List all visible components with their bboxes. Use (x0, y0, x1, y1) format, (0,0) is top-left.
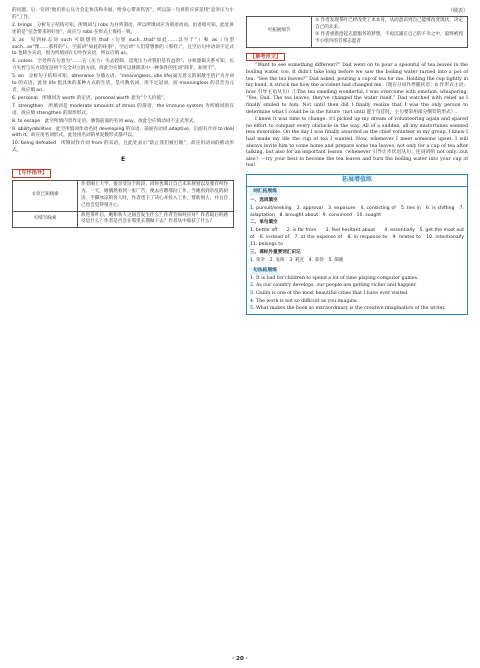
answer-5: 5. an 分析句子结构可知，otherwise 为插入语，“meaningless, idle life(毫无意义的闲散生活)”为介词 to 的宾语。此处 life 指具体的某种方式的生活，是可数名词，用不定冠词，而 meaningless 的首音为元音，故应填 an。 (12, 74, 234, 93)
reference-essay-heading: 【参考范文】 (246, 53, 285, 62)
answer-4: 4. unless 空处所在句意为“……它（压力）失去控制，适度压力对我们是有益的”，分析逻辑关系可知，压力失控与压力适度是两个完全对立的方面，故此空应填可以排除其中一种条件的连词“除非，如果不”。 (12, 59, 234, 72)
subsection-title: 一、选词填空 (250, 197, 278, 203)
row-label: 可拓展细节 (247, 16, 312, 47)
sentence: 1. It is bad for children to spend a lot of time playing computer games. (250, 275, 419, 281)
section-letter: E (120, 156, 126, 164)
practice-box-title: 拓展增值练 (247, 175, 467, 187)
answer-6: 6. personal 所填词为 worth 的定语，personal worth 意为“个人价值”。 (12, 95, 168, 101)
continued-label: （续表） (447, 8, 468, 14)
row-text: 故进茶叶后，她和客人之间会发生什么？作者会如何应对？作者最后的感受是什么？作者是否会在那里长期做下去？作者从中收获了什么？ (78, 211, 234, 228)
table-row (13, 211, 234, 228)
answers: 1. 荣幸 2. 发挥 3. 耗光 4. 获得 5. 驯鹿 (250, 258, 344, 263)
row-text: 作者刚上大学，很享受这个阶段，同时也制订自己未来规划以及要有所作为。一天，她偶然看到一张广告，便去应聘那份工作，当她看到杂乱的厨房、手脚冰凉的客人时，作者也下了决心并投入工作，帮助别人，并且自己也会觉得很开心。 (78, 180, 234, 211)
answer-2: 2. brings 分析句子结构可知，所填词与 robs 为并列谓语，所以所填词应为谓语动词。由语境可知，此处讲述的是“信念带来的好处”，故应与 robs 在形式上保持一致。 (12, 22, 234, 35)
detail-item: ② 作者重新拾起志愿服务的梦想，不再沉溺在自己的不幸之中，最终被授予小组内的首席志愿者 (315, 31, 463, 44)
answer-10: 10. being defeated 所填词作介词 from 的宾语，且此处表示“防止我们被打败”，故应用动词的被动形式。 (12, 141, 234, 154)
details-table (246, 16, 468, 48)
syntax-practice-tag: 句法拓展练 (250, 268, 280, 275)
page-number: · 20 · (232, 656, 248, 662)
answer-3: 3. as 见到标志词 such 可联想到 that（句型 such...that“如此……以至于”）和 as（句型 such...as“像……那样的”）。空前讲“如此的环事”，空后讲“人们常想象的（那样）”，且空后句中动词不定式 to 也缺少宾语，因为所填词在句中作宾语，所以应填 as。 (12, 37, 234, 57)
left-column (12, 8, 234, 230)
writing-guide-table (12, 180, 234, 228)
answer-7: 7. strengthen 所填词是 moderate amounts of stress 的谓语，the immune system 为所填词的宾语，故应填 strengthen 的原形形式。 (12, 103, 234, 116)
practice-box (246, 174, 468, 315)
row-label: 文章已知线索 (13, 180, 78, 211)
table-row (13, 180, 234, 211)
answer-8: 8. to escape 此空所填内容作定语，修饰前面的名词 way，故此空应填动词不定式形式。 (12, 118, 198, 124)
row-text (312, 16, 468, 47)
vocab-practice-tag: 词汇拓展练 (250, 189, 280, 196)
writing-guide-heading: 【写作指导】 (12, 169, 51, 178)
essay-paragraph: I knew it was time to change. ②I picked up my dream of volunteering again and spared no effort to conquer every obstacle in the way. All of a sudden, all my misfortunes seemed less miserable. On the day I was finally awarded as the chief volunteer in my group, I knew I had made my life the cup of tea I wanted. Now, whenever I meet someone upset, I will always invite him to come home and prepare some tea leaves, not only for a cup of tea after talking, but also for an important lesson（whenever 引导让步状语从句；连词词组 not only...but also）—try your best to become the tea leaves and turn the boiling water into your cup of tea! (246, 117, 468, 169)
essay-paragraph: “Want to see something different?” Dad went on to pour a spoonful of tea leaves in the boiling water, too. It didn't take long before we saw the boiling water turned into a pot of tea. “See the tea leaves?” Dad asked, pouring a cup of tea for me. Holding the cup tightly in my hand, it struck me how the accident had changed me.（现在分词作伴随状语；it 作形式主语；how 引导主语从句）①The tea smelling wonderful, I was overcome with emotion, whispering, “Yes, Dad. The tea leaves, they've changed the water itself.” Dad watched with relief as I finally smiled to him. Not until then did I finally realize that I was the only person to determine what I could be in the future（not until 置于句首时，主句要采用部分倒装的形式）. (246, 63, 468, 115)
right-column (246, 8, 468, 315)
sentence: 4. The work is not so difficult as you imagine. (250, 298, 359, 304)
row-label: 可续写线索 (13, 211, 78, 228)
answer-9: 9. ability/abilities 此空所填词作动名词 developing 的宾语，前面有动词 adaptive，后面有介词 to deal with it，故应用名词形式。此处用名词的单复数形式都可以。 (12, 126, 234, 139)
paragraph: 的问题。后一句讲“他们担心压力会走快乐和幸福，给身心带来伤害”，所以前一句讲的应该是找“竞争压力小的”工作。 (12, 8, 234, 20)
subsection-title: 三、课标外重要词汇识记 (250, 250, 301, 256)
detail-item: ① 作者发现茶叶已经改变了本本身，从而意识到自己能够改变现状，决定自己的未来； (315, 17, 463, 30)
subsection-title: 二、单句填空 (250, 220, 278, 226)
sentence: 2. As our country develops, our people are getting richer and happier. (250, 283, 417, 289)
answers: 1. pursuit/seeking 2. approval 3. exposure 4. consisting of 5. lies in 6. is shifting 7. adaptation 8. brought about 9. convinced 10. sought (250, 205, 464, 218)
sentence: 5. What makes the book so extraordinary is the creative imagination of the writer. (250, 306, 446, 312)
answers: 1. better off 2. is far from 3. feel hesitant about 4. essentially 5. get the most out of 6. instead of 7. at the expense of 8. in response to 9. relates to 10. intentionally 11. belongs to (250, 228, 469, 248)
sentence: 3. Guilin is one of the most beautiful cities that I have ever visited. (250, 291, 409, 296)
table-row (247, 16, 468, 47)
